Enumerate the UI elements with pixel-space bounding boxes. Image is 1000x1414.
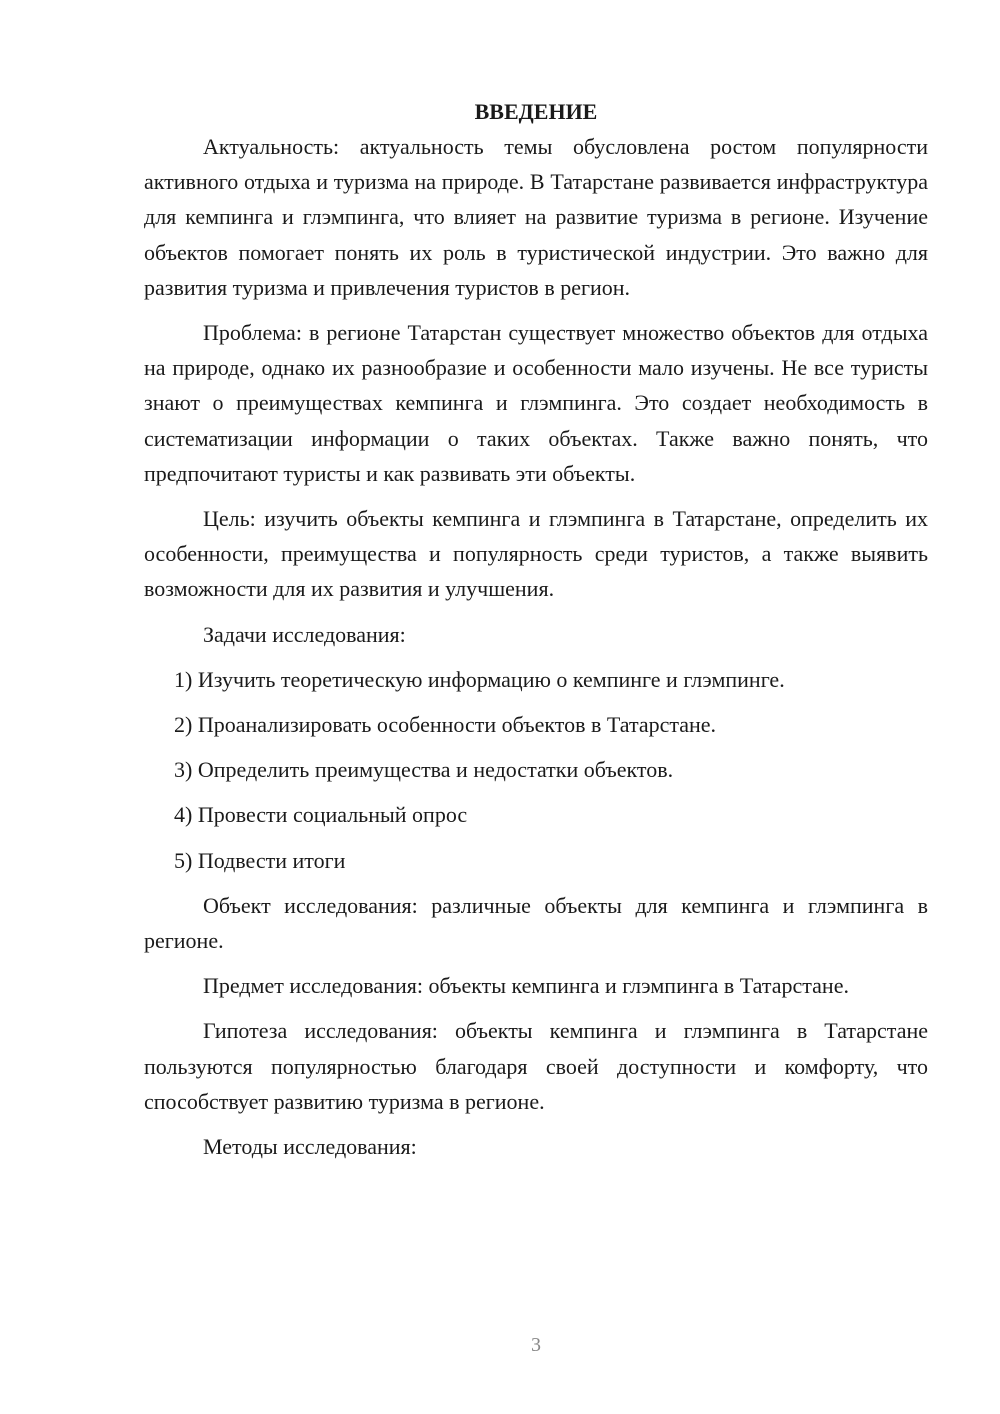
paragraph-object: Объект исследования: различные объекты для кемпинга и глэмпинга в регионе.	[144, 892, 928, 954]
section-heading: ВВЕДЕНИЕ	[474, 99, 598, 124]
task-item-5: 5) Подвести итоги	[174, 847, 346, 873]
task-item-2: 2) Проанализировать особенности объектов в Татарстане.	[174, 712, 717, 738]
paragraph-hypothesis: Гипотеза исследования: объекты кемпинга и глэмпинга в Татарстане пользуются популярностью благодаря своей доступности и комфорту, что способствует развитию туризма в регионе.	[144, 1018, 928, 1114]
task-item-3: 3) Определить преимущества и недостатки объектов.	[174, 757, 674, 783]
paragraph-subject: Предмет исследования: объекты кемпинга и глэмпинга в Татарстане.	[203, 973, 849, 999]
paragraph-relevance: Актуальность: актуальность темы обусловлена ростом популярности активного отдыха и туризма на природе. В Татарстане развивается инфраструктура для кемпинга и глэмпинга, что влияет на развитие туризма в регионе. Изучение объектов помогает понять их роль в туристической индустрии. Это важно для развития туризма и привлечения туристов в регион.	[144, 134, 928, 300]
task-item-4: 4) Провести социальный опрос	[174, 802, 468, 828]
page-number: 3	[531, 1334, 541, 1356]
page-content	[144, 94, 928, 1174]
paragraph-methods: Методы исследования:	[203, 1134, 417, 1160]
paragraph-tasks-intro: Задачи исследования:	[203, 621, 406, 647]
paragraph-goal: Цель: изучить объекты кемпинга и глэмпинга в Татарстане, определить их особенности, преимущества и популярность среди туристов, а также выявить возможности для их развития и улучшения.	[144, 506, 928, 602]
paragraph-problem: Проблема: в регионе Татарстан существует множество объектов для отдыха на природе, однако их разнообразие и особенности мало изучены. Не все туристы знают о преимуществах кемпинга и глэмпинга. Это создает необходимость в систематизации информации о таких объектах. Также важно понять, что предпочитают туристы и как развивать эти объекты.	[144, 320, 928, 486]
task-item-1: 1) Изучить теоретическую информацию о кемпинге и глэмпинге.	[174, 666, 785, 692]
